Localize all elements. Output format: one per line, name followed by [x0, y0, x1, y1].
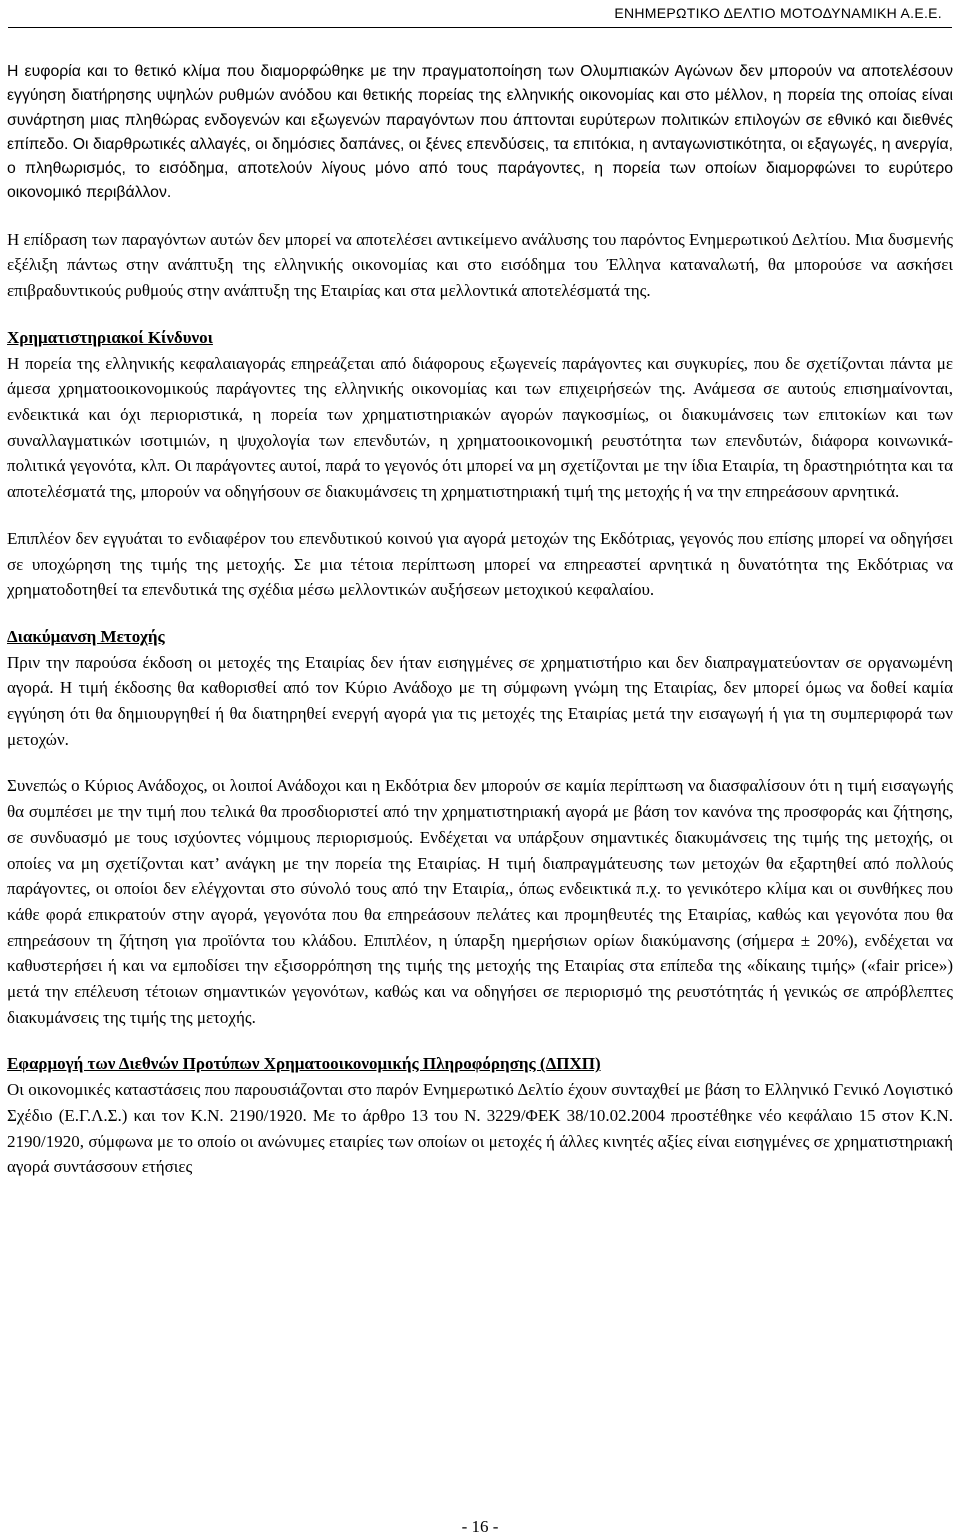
section-heading-share-volatility: Διακύμανση Μετοχής — [7, 626, 165, 646]
running-header: ΕΝΗΜΕΡΩΤΙΚΟ ΔΕΛΤΙΟ ΜΟΤΟΔΥΝΑΜΙΚΗ Α.Ε.Ε. — [614, 5, 942, 21]
share-volatility-paragraph-2: Συνεπώς ο Κύριος Ανάδοχος, οι λοιποί Ανάδοχοι και η Εκδότρια δεν μπορούν σε καμία περίπτωση να διασφαλίσουν ότι η τιμή εισαγωγής θα συμπέσει με την τιμή που τελικά θα προσδιοριστεί από την χρηματιστηριακή αγορά με βάση τον κανόνα της προσφοράς και ζήτησης, σε συνδυασμό με τους ισχύοντες νόμιμους περιορισμούς. Ενδέχεται να υπάρξουν σημαντικές διακυμάνσεις της τιμής της μετοχής, οι οποίες να μη σχετίζονται κατ’ ανάγκη με την πορεία της Εταιρίας. Η τιμή διαπραγμάτευσης των μετοχών θα εξαρτηθεί από πολλούς παράγοντες, οι οποίοι δεν ελέγχονται στο σύνολό τους από την Εταιρία,, όπως ενδεικτικά π.χ. το γενικότερο κλίμα και οι συνθήκες που κάθε φορά επικρατούν στην αγορά, γεγονότα που θα επηρεάσουν πελάτες και προμηθευτές της Εταιρίας, καθώς και γεγονότα που θα επηρεάσουν τη ζήτηση για προϊόντα του κλάδου. Επιπλέον, η ύπαρξη ημερήσιων ορίων διακύμανσης (σήμερα ± 20%), ενδέχεται να καθυστερήσει ή και να εμποδίσει την εξισορρόπηση της τιμής της μετοχής της Εταιρίας στα επίπεδα της «δίκαιης τιμής» («fair price») μετά την επέλευση τέτοιων σημαντικών γεγονότων, καθώς και να οδηγήσει σε περιορισμό της ρευστότητάς ή γενικώς σε απρόβλεπτες διακυμάνσεις της τιμής της μετοχής. — [7, 776, 953, 1027]
impact-paragraph: Η επίδραση των παραγόντων αυτών δεν μπορεί να αποτελέσει αντικείμενο ανάλυσης του παρόντος Ενημερωτικού Δελτίου. Μια δυσμενής εξέλιξη πάντως στην ανάπτυξη της ελληνικής οικονομίας και στο εισόδημα του Έλληνα καταναλωτή, θα μπορούσε να ασκήσει επιβραδυντικούς ρυθμούς στην ανάπτυξη της Εταιρίας και στα μελλοντικά αποτελέσματά της. — [7, 229, 953, 301]
spacer — [7, 206, 953, 227]
header-divider — [8, 27, 952, 28]
market-risks-paragraph-2: Επιπλέον δεν εγγυάται το ενδιαφέρον του επενδυτικού κοινού για αγορά μετοχών της Εκδότριας, γεγονός που επίσης μπορεί να οδηγήσει σε υποχώρηση της τιμής της μετοχής. Σε μια τέτοια περίπτωση μπορεί να επηρεαστεί αρνητικά η δυνατότητα της Εκδότριας να χρηματοδοτηθεί τα επενδυτικά της σχέδια μέσω μελλοντικών αυξήσεων μετοχικού κεφαλαίου. — [7, 528, 953, 600]
market-risks-paragraph-1: Η πορεία της ελληνικής κεφαλαιαγοράς επηρεάζεται από διάφορους εξωγενείς παράγοντες και συγκυρίες, που δε σχετίζονται πάντα με άμεσα χρηματοοικονομικούς παράγοντες της ελληνικής οικονομίας και των επιχειρήσεών της. Ανάμεσα σε αυτούς επισημαίνονται, ενδεικτικά και όχι περιοριστικά, η πορεία των χρηματιστηριακών αγορών παγκοσμίως, οι διακυμάνσεις των επιτοκίων και των συναλλαγματικών ισοτιμιών, η ψυχολογία των επενδυτών, η χρηματοοικονομική ρευστότητα των επενδυτών, διάφορα κοινωνικά-πολιτικά γεγονότα, κλπ. Οι παράγοντες αυτοί, παρά το γεγονός ότι μπορεί να μη σχετίζονται με την ίδια Εταιρία, τη δραστηριότητα και τα αποτελέσματά της, μπορούν να οδηγήσουν σε διακυμάνσεις τη χρηματιστηριακή τιμή της μετοχής ή να την επηρεάσουν αρνητικά. — [7, 353, 953, 502]
share-volatility-paragraph-1: Πριν την παρούσα έκδοση οι μετοχές της Εταιρίας δεν ήταν εισηγμένες σε χρηματιστήριο και δεν διαπραγματεύονταν σε οργανωμένη αγορά. Η τιμή έκδοσης θα καθορισθεί από τον Κύριο Ανάδοχο με τη σύμφωνη γνώμη της Εταιρίας, δεν μπορεί όμως να δοθεί καμία εγγύηση ότι θα δημιουργηθεί ή θα διατηρηθεί ενεργή αγορά για τις μετοχές της Εταιρίας μετά την εισαγωγή ή για τη συμπεριφορά των μετοχών. — [7, 652, 953, 749]
spacer — [7, 752, 953, 773]
spacer — [7, 1030, 953, 1051]
document-body — [7, 60, 953, 1180]
intro-paragraph: Η ευφορία και το θετικό κλίμα που διαμορφώθηκε με την πραγματοποίηση των Ολυμπιακών Αγώνων δεν μπορούν να αποτελέσουν εγγύηση διατήρησης υψηλών ρυθμών ανόδου και θετικής πορείας της ελληνικής οικονομίας και στο μέλλον, η πορεία της οποίας είναι συνάρτηση μιας πληθώρας ενδογενών και εξωγενών παραγόντων που άπτονται ευρύτερων πολιτικών επιλογών σε εθνικό και διεθνές επίπεδο. Οι διαρθρωτικές αλλαγές, οι δημόσιες δαπάνες, οι ξένες επενδύσεις, τα επιτόκια, η ανταγωνιστικότητα, οι εξαγωγές, η ανεργία, ο πληθωρισμός, το εισόδημα, αποτελούν λίγους μόνο από τους παράγοντες, η πορεία των οποίων διαμορφώνει το ευρύτερο οικονομικό περιβάλλον. — [7, 63, 953, 202]
spacer — [7, 304, 953, 325]
intro-block — [7, 60, 953, 206]
section-heading-market-risks: Χρηματιστηριακοί Κίνδυνοι — [7, 327, 213, 347]
spacer — [7, 505, 953, 526]
spacer — [7, 603, 953, 624]
ifrs-paragraph-1: Οι οικονομικές καταστάσεις που παρουσιάζονται στο παρόν Ενημερωτικό Δελτίο έχουν συνταχθεί με βάση το Ελληνικό Γενικό Λογιστικό Σχέδιο (Ε.Γ.Λ.Σ.) και τον Κ.Ν. 2190/1920. Με το άρθρο 13 του Ν. 3229/ΦΕΚ 38/10.02.2004 προστέθηκε νέο κεφάλαιο 15 στον Κ.Ν. 2190/1920, σύμφωνα με το οποίο οι ανώνυμες εταιρίες των οποίων οι μετοχές ή άλλες κινητές αξίες είναι εισηγμένες σε χρηματιστηριακή αγορά συντάσσουν ετήσιες — [7, 1080, 953, 1177]
page-number: - 16 - — [461, 1517, 499, 1536]
section-heading-ifrs: Εφαρμογή των Διεθνών Προτύπων Χρηματοοικονομικής Πληροφόρησης (ΔΠΧΠ) — [7, 1054, 601, 1074]
